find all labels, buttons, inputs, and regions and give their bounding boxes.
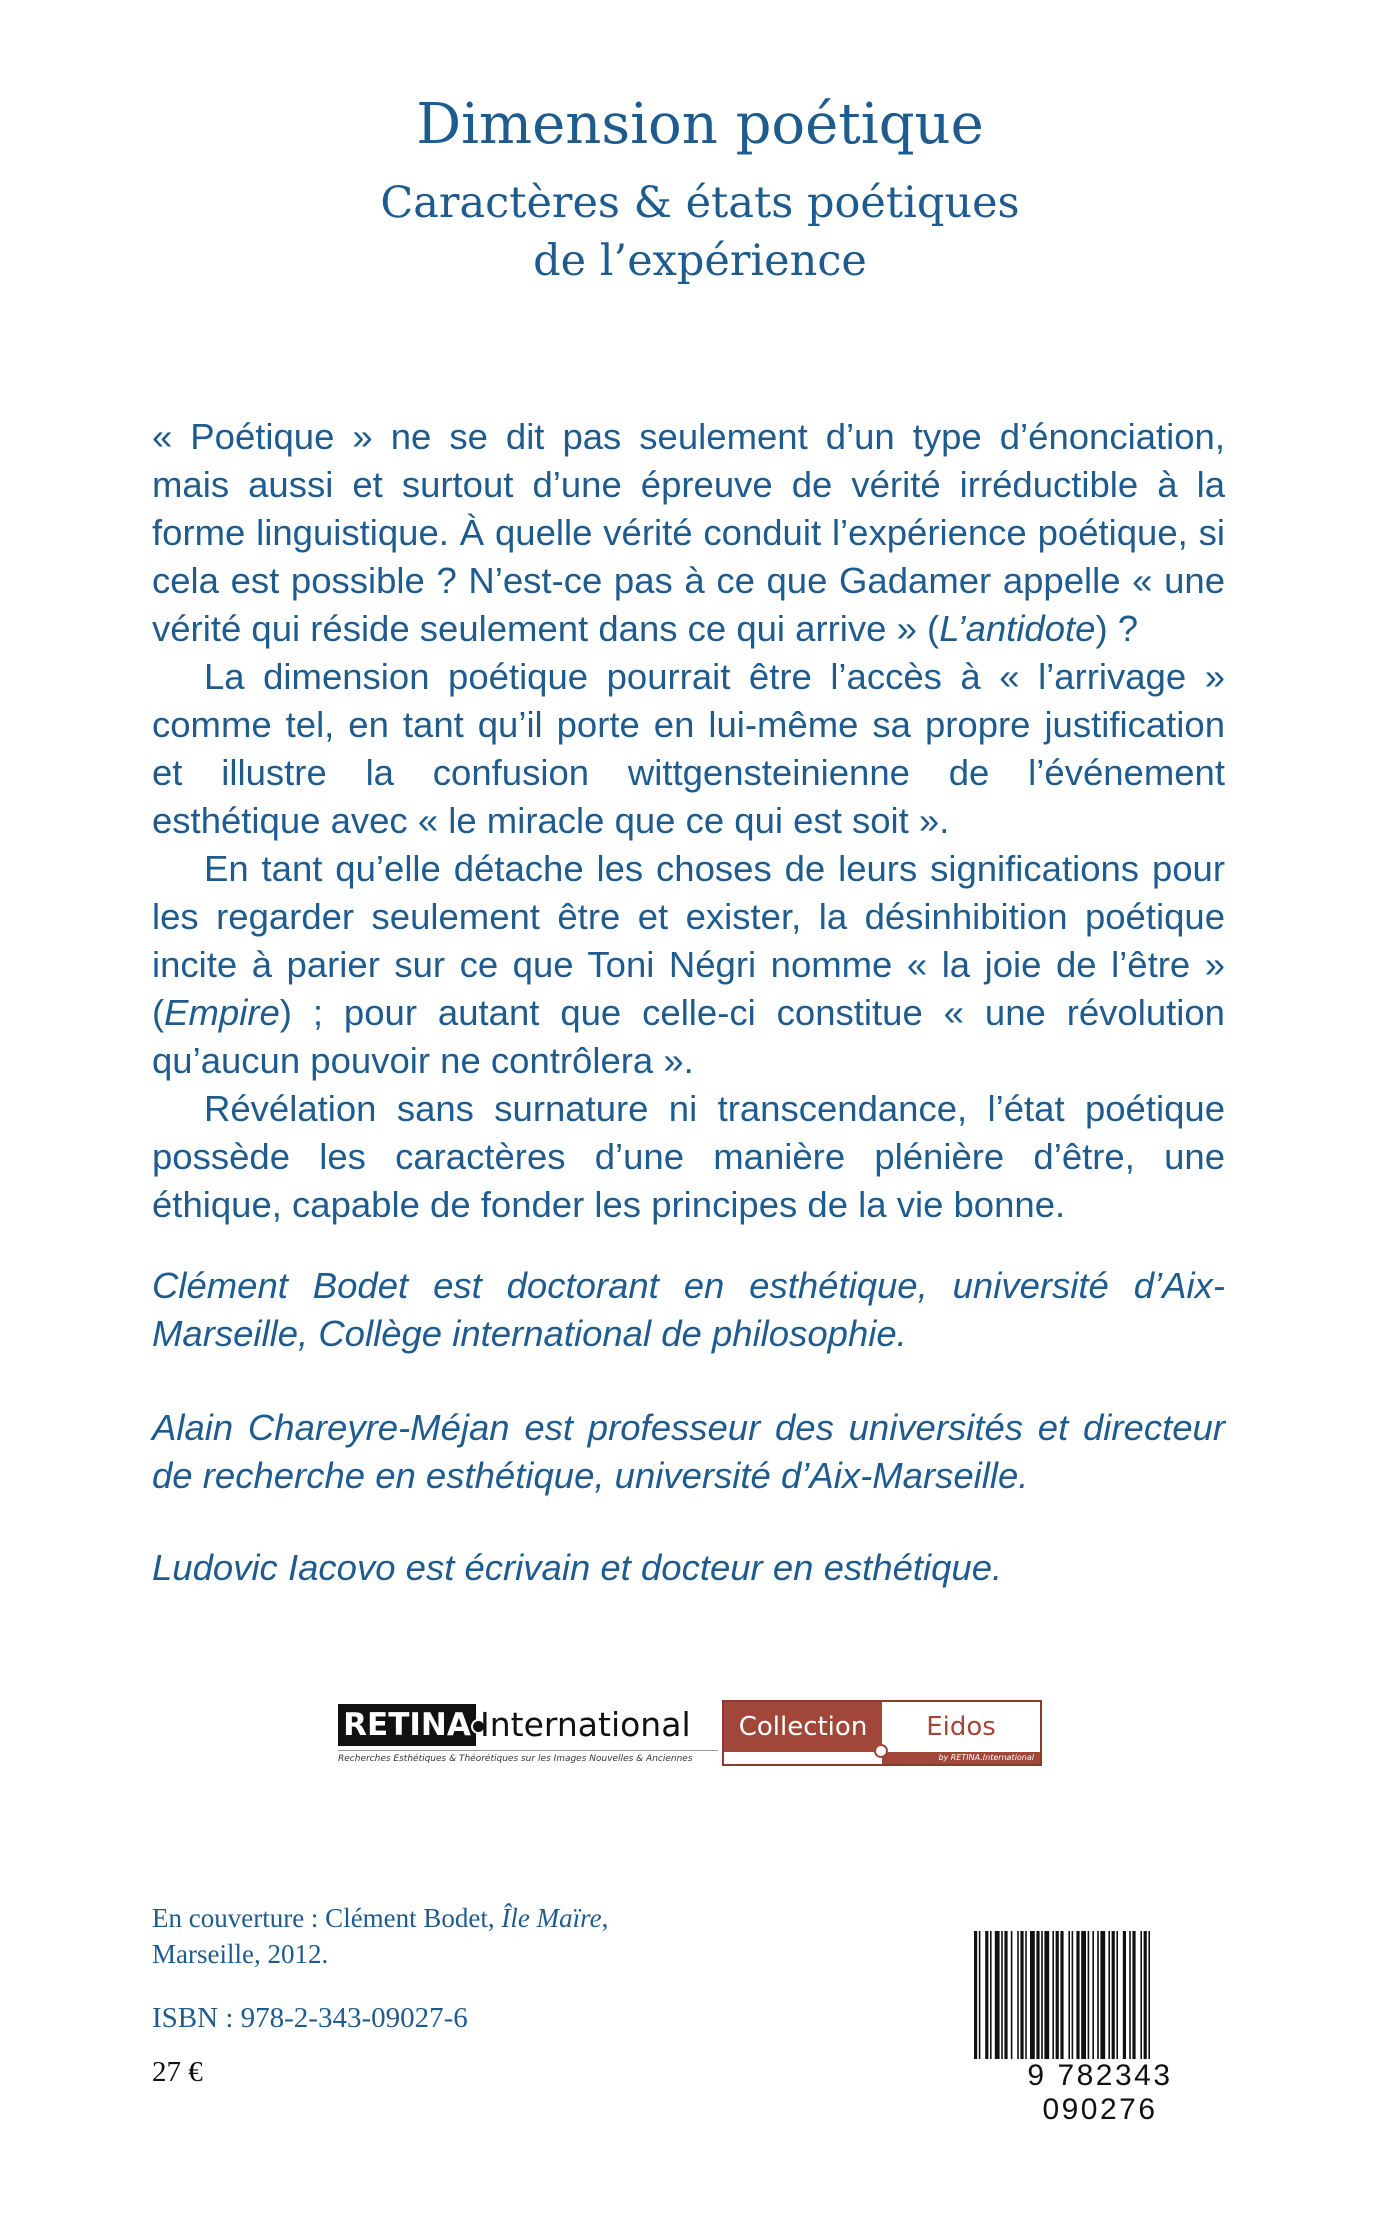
retina-international-logo bbox=[330, 1696, 720, 1766]
blurb-paragraph-1 bbox=[152, 413, 1225, 653]
blurb-p1-title: L’antidote bbox=[939, 608, 1096, 649]
author-name: Ludovic Iacovo bbox=[152, 1547, 396, 1588]
book-title: Dimension poétique bbox=[416, 92, 984, 157]
book-subtitle-line-1: Caractères & états poétiques bbox=[380, 178, 1020, 228]
barcode bbox=[968, 1931, 1232, 2126]
collection-eidos-logo bbox=[722, 1700, 1042, 1766]
cover-credit bbox=[152, 1900, 672, 1972]
author-name: Clément Bodet bbox=[152, 1265, 409, 1306]
price: 27 € bbox=[152, 2056, 203, 2088]
blurb-paragraph-4: Révélation sans surnature ni transcendance, l’état poétique possède les caractères d’une manière plénière d’être, une éthique, capable de fonder les principes de la vie bonne. bbox=[152, 1088, 1225, 1225]
cover-work-title: Île Maïre bbox=[501, 1903, 602, 1933]
author-bio-text: est professeur des universités et directeur de recherche en esthétique, université d’Aix-Marseille. bbox=[152, 1407, 1225, 1496]
author-bio bbox=[152, 1262, 1225, 1358]
eidos-tagline: by RETINA.International bbox=[882, 1752, 1040, 1764]
author-bio-text: est doctorant en esthétique, université d’Aix-Marseille, Collège international de philosophie. bbox=[152, 1265, 1225, 1354]
author-bio bbox=[152, 1544, 1225, 1592]
isbn: ISBN : 978-2-343-09027-6 bbox=[152, 2002, 468, 2034]
blurb-p1-end: ) ? bbox=[1095, 608, 1139, 649]
collection-word: Collection bbox=[724, 1702, 882, 1752]
author-name: Alain Chareyre-Méjan bbox=[152, 1407, 510, 1448]
book-subtitle-line-2: de l’expérience bbox=[533, 236, 867, 286]
cover-credit-end: , Marseille, 2012. bbox=[152, 1903, 609, 1969]
eidos-dot-icon bbox=[874, 1744, 888, 1758]
blurb-paragraph-2: La dimension poétique pourrait être l’accès à « l’arrivage » comme tel, en tant qu’il porte en lui-même sa propre justification et illustre la confusion wittgensteinienne de l’événement esthétique avec « le miracle que ce qui est soit ». bbox=[152, 656, 1225, 841]
blurb-p3-text: En tant qu’elle détache les choses de leurs significations pour les regarder seulement être et exister, la désinhibition poétique incite à parier sur ce que Toni Négri nomme « la joie de l’être » ( bbox=[152, 848, 1225, 1033]
retina-word: RETINA bbox=[338, 1704, 476, 1746]
blurb-p3-end: ) ; pour autant que celle-ci constitue « une révolution qu’aucun pouvoir ne contrôlera ». bbox=[152, 992, 1225, 1081]
cover-credit-text: En couverture : Clément Bodet, bbox=[152, 1903, 502, 1933]
international-word: International bbox=[480, 1705, 691, 1744]
eidos-word: Eidos bbox=[926, 1712, 996, 1742]
blurb bbox=[152, 413, 1225, 1229]
barcode-digits: 9 782343 090276 bbox=[1027, 2059, 1173, 2126]
barcode-bars-icon bbox=[968, 1931, 1232, 2063]
blurb-paragraph-3 bbox=[152, 845, 1225, 1085]
author-bio bbox=[152, 1404, 1225, 1500]
author-bio-text: est écrivain et docteur en esthétique. bbox=[395, 1547, 1003, 1588]
blurb-p3-title: Empire bbox=[164, 992, 280, 1033]
retina-tagline: Recherches Esthétiques & Théorétiques sur les Images Nouvelles & Anciennes bbox=[338, 1750, 718, 1764]
blurb-p1-text: « Poétique » ne se dit pas seulement d’un type d’énonciation, mais aussi et surtout d’une épreuve de vérité irréductible à la forme linguistique. À quelle vérité conduit l’expérience poétique, si cela est possible ? N’est-ce pas à ce que Gadamer appelle « une vérité qui réside seulement dans ce qui arrive » ( bbox=[152, 416, 1225, 649]
